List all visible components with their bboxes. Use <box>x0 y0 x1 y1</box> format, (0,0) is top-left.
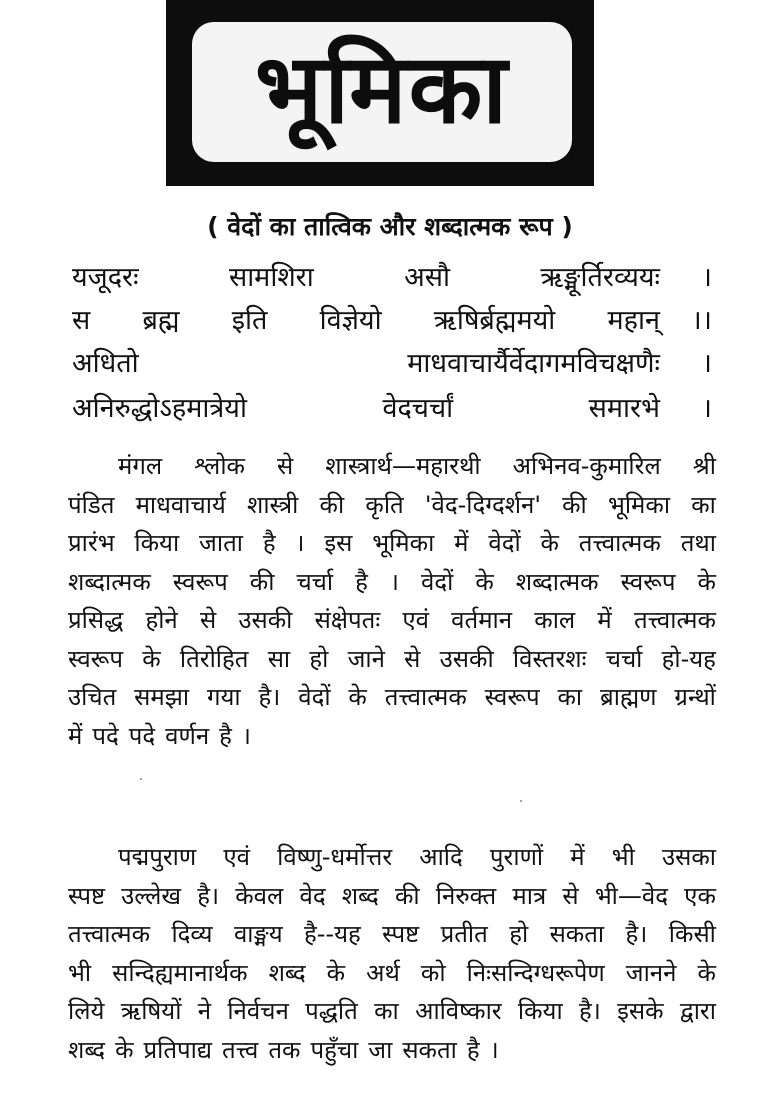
word: एवं <box>402 606 429 634</box>
word: चर्चा <box>605 644 643 673</box>
word: स्पष्ट <box>68 881 105 910</box>
paragraph-line <box>68 915 716 954</box>
word: वेद <box>299 881 326 910</box>
verse-word: यजूदरः <box>72 262 139 293</box>
verse-word: अधितो <box>72 348 139 379</box>
word: स्वरूप <box>172 567 228 596</box>
word: किया <box>134 529 180 557</box>
word: उसका <box>661 843 716 871</box>
paragraph-line <box>68 954 716 993</box>
word: अर्थ <box>366 958 400 987</box>
word: के <box>326 958 346 987</box>
word: उचित <box>68 683 117 711</box>
verse-line-2 <box>72 301 712 341</box>
word: उल्लेख <box>121 881 182 910</box>
word: जा <box>368 1035 393 1064</box>
word: पुराणों <box>489 843 544 871</box>
word: पद्मपुराण <box>118 843 197 871</box>
word: श्री <box>692 452 716 480</box>
word: जानने <box>625 958 677 987</box>
word: है <box>219 721 232 750</box>
word: तिरोहित <box>179 644 249 673</box>
verse-word: माधवाचार्यैर्वेदागमविचक्षणैः <box>407 348 660 379</box>
word: है <box>355 567 368 596</box>
word: भी—वेद <box>594 881 668 910</box>
verse-word: इति <box>231 305 268 336</box>
verse-line-4 <box>72 389 712 429</box>
paragraph-1 <box>68 447 716 755</box>
word: तत्त्वात्मक <box>68 920 151 948</box>
verse-word: सामशिरा <box>228 262 314 293</box>
verse-word: ऋषिर्ब्रह्ममयो <box>433 305 556 336</box>
verse-word: वेदचर्चां <box>382 393 454 424</box>
word: प्रसिद्ध <box>68 606 124 634</box>
word: वर्तमान <box>451 606 513 634</box>
word: ग्रन्थों <box>674 683 716 711</box>
word: द्वारा <box>679 997 716 1025</box>
word: के <box>475 567 494 596</box>
verse-line-3 <box>72 344 712 384</box>
word: पंडित <box>68 490 115 519</box>
word: का <box>374 997 399 1025</box>
word: को <box>420 958 446 987</box>
word: विस्तरशः <box>512 644 587 673</box>
word: शब्दात्मक <box>68 567 151 596</box>
paragraph-line <box>68 678 716 717</box>
word: संक्षेपतः <box>314 606 381 634</box>
verse-word: अनिरुद्धोऽहमात्रेयो <box>72 393 247 424</box>
word: ने <box>197 997 212 1025</box>
word: जाने <box>347 644 385 673</box>
word: भी <box>68 958 92 987</box>
word: ब्राह्मण <box>600 683 657 711</box>
word: एक <box>684 881 716 910</box>
paragraph-line <box>68 486 716 525</box>
title-frame <box>166 0 594 186</box>
word: के <box>697 958 716 987</box>
word: पद्धति <box>305 997 358 1025</box>
verse-word: महान् <box>607 305 660 336</box>
word: में <box>68 721 83 750</box>
page-title: भूमिका <box>254 33 510 145</box>
word: से <box>199 606 217 634</box>
word: कृति <box>365 490 404 519</box>
verse-danda: । <box>701 393 712 424</box>
word: लिये <box>68 997 105 1025</box>
word: हो <box>509 920 529 948</box>
word: किया <box>517 997 563 1025</box>
paragraph-line <box>68 524 716 563</box>
word: वर्णन <box>165 721 210 750</box>
paragraph-line <box>68 601 716 640</box>
scan-speck <box>140 778 142 780</box>
paragraph-line <box>68 877 716 916</box>
word: की <box>249 567 275 596</box>
word: आदि <box>419 843 463 871</box>
word: वेदों <box>488 529 521 557</box>
word: । <box>489 1035 499 1064</box>
word: है। <box>625 920 648 948</box>
word: मंगल <box>118 452 163 480</box>
word: पदे <box>92 721 119 750</box>
verse-word: ऋङ्मूर्तिरव्ययः <box>540 262 660 293</box>
word: ऋषियों <box>120 997 182 1025</box>
paragraph-line <box>68 640 716 679</box>
word: अभिनव-कुमारिल <box>512 452 661 480</box>
word: स्वरूप <box>620 567 676 596</box>
word: जाता <box>199 529 243 557</box>
word: सन्दिह्यमानार्थक <box>112 958 248 987</box>
word: सकता <box>549 920 605 948</box>
word: तत्त्वात्मक <box>578 529 661 557</box>
word: शब्दात्मक <box>515 567 599 596</box>
word: से <box>562 881 579 910</box>
word: स्वरूप <box>68 644 123 673</box>
word: निःसन्दिग्धरूपेण <box>466 958 605 987</box>
word: समझा <box>134 683 190 711</box>
word: किसी <box>668 920 716 948</box>
word: निर्वचन <box>227 997 289 1025</box>
word: की <box>394 881 420 910</box>
word: भी <box>611 843 635 871</box>
verse-word: विज्ञेयो <box>319 305 382 336</box>
word: 'वेद-दिग्दर्शन' <box>424 490 541 519</box>
word: है <box>466 1035 480 1064</box>
word: तक <box>268 1035 301 1064</box>
paragraph-line <box>68 992 716 1031</box>
word: वेदों <box>298 683 331 711</box>
word: के <box>697 567 716 596</box>
word: निरुक्त <box>435 881 497 910</box>
word: । <box>295 529 305 557</box>
word: है <box>262 529 276 557</box>
paragraph-line <box>68 447 716 486</box>
paragraph-line <box>68 838 716 877</box>
word: के <box>115 1035 134 1064</box>
paragraph-2 <box>68 838 716 1069</box>
word: तत्त्वात्मक <box>384 683 467 711</box>
word: काल <box>534 606 576 634</box>
word: तथा <box>680 529 716 557</box>
word: केवल <box>235 881 284 910</box>
verse-word: ब्रह्म <box>142 305 180 336</box>
word: प्रारंभ <box>68 529 115 557</box>
word: स्वरूप <box>484 683 540 711</box>
word: वाङ्मय <box>233 920 283 948</box>
word: है--यह <box>304 920 361 948</box>
verse-word: समारभे <box>588 393 660 424</box>
word: हो <box>309 644 329 673</box>
word: इसके <box>617 997 664 1025</box>
word: तत्त्व <box>222 1035 259 1064</box>
word: शास्त्री <box>247 490 299 519</box>
word: शास्त्रार्थ—महारथी <box>325 452 481 480</box>
word: आविष्कार <box>415 997 502 1025</box>
word: । <box>389 567 399 596</box>
verse-word: स <box>72 305 91 336</box>
verse-word: असौ <box>404 262 450 293</box>
word: शब्द <box>68 1035 106 1064</box>
paragraph-line <box>68 1031 716 1070</box>
word: एवं <box>223 843 250 871</box>
word: पहुँचा <box>310 1035 359 1064</box>
word: तत्त्वात्मक <box>633 606 716 634</box>
word: विष्णु-धर्मोत्तर <box>277 843 393 871</box>
scan-speck <box>520 800 522 802</box>
word: पदे <box>128 721 156 750</box>
word: सकता <box>402 1035 457 1064</box>
word: श्लोक <box>194 452 245 480</box>
word: चर्चा <box>296 567 334 596</box>
word: । <box>241 721 252 750</box>
word: के <box>540 529 559 557</box>
word: भूमिका <box>372 529 435 557</box>
page-subtitle: ( वेदों का तात्विक और शब्दात्मक रूप ) <box>207 212 573 241</box>
word: दिव्य <box>171 920 213 948</box>
word: में <box>570 843 585 871</box>
word: हो-यह <box>661 644 716 673</box>
title-panel <box>192 22 572 162</box>
word: है। <box>579 997 601 1025</box>
word: माधवाचार्य <box>135 490 226 519</box>
word: है। <box>258 683 281 711</box>
word: में <box>597 606 612 634</box>
word: होने <box>145 606 178 634</box>
word: इस <box>324 529 353 557</box>
paragraph-line <box>68 563 716 602</box>
word: है। <box>197 881 220 910</box>
word: से <box>277 452 294 480</box>
word: स्पष्ट <box>382 920 420 948</box>
word: से <box>404 644 421 673</box>
verse-danda: । <box>701 262 712 293</box>
paragraph-line <box>68 717 716 756</box>
word: सा <box>267 644 291 673</box>
word: प्रतिपाद्य <box>143 1035 213 1064</box>
word: उसकी <box>238 606 293 634</box>
word: शब्द <box>341 881 379 910</box>
word: का <box>557 683 583 711</box>
word: की <box>562 490 587 519</box>
word: शब्द <box>268 958 306 987</box>
verse-line-1 <box>72 258 712 298</box>
word: भूमिका <box>607 490 671 519</box>
verse-double-danda: ।। <box>691 305 712 336</box>
word: उसकी <box>439 644 494 673</box>
word: प्रतीत <box>440 920 488 948</box>
word: के <box>348 683 367 711</box>
word: वेदों <box>421 567 454 596</box>
word: मात्र <box>512 881 547 910</box>
word: में <box>454 529 469 557</box>
verse-danda: । <box>701 348 712 379</box>
word: गया <box>206 683 241 711</box>
word: की <box>319 490 345 519</box>
word: का <box>691 490 716 519</box>
word: के <box>142 644 161 673</box>
